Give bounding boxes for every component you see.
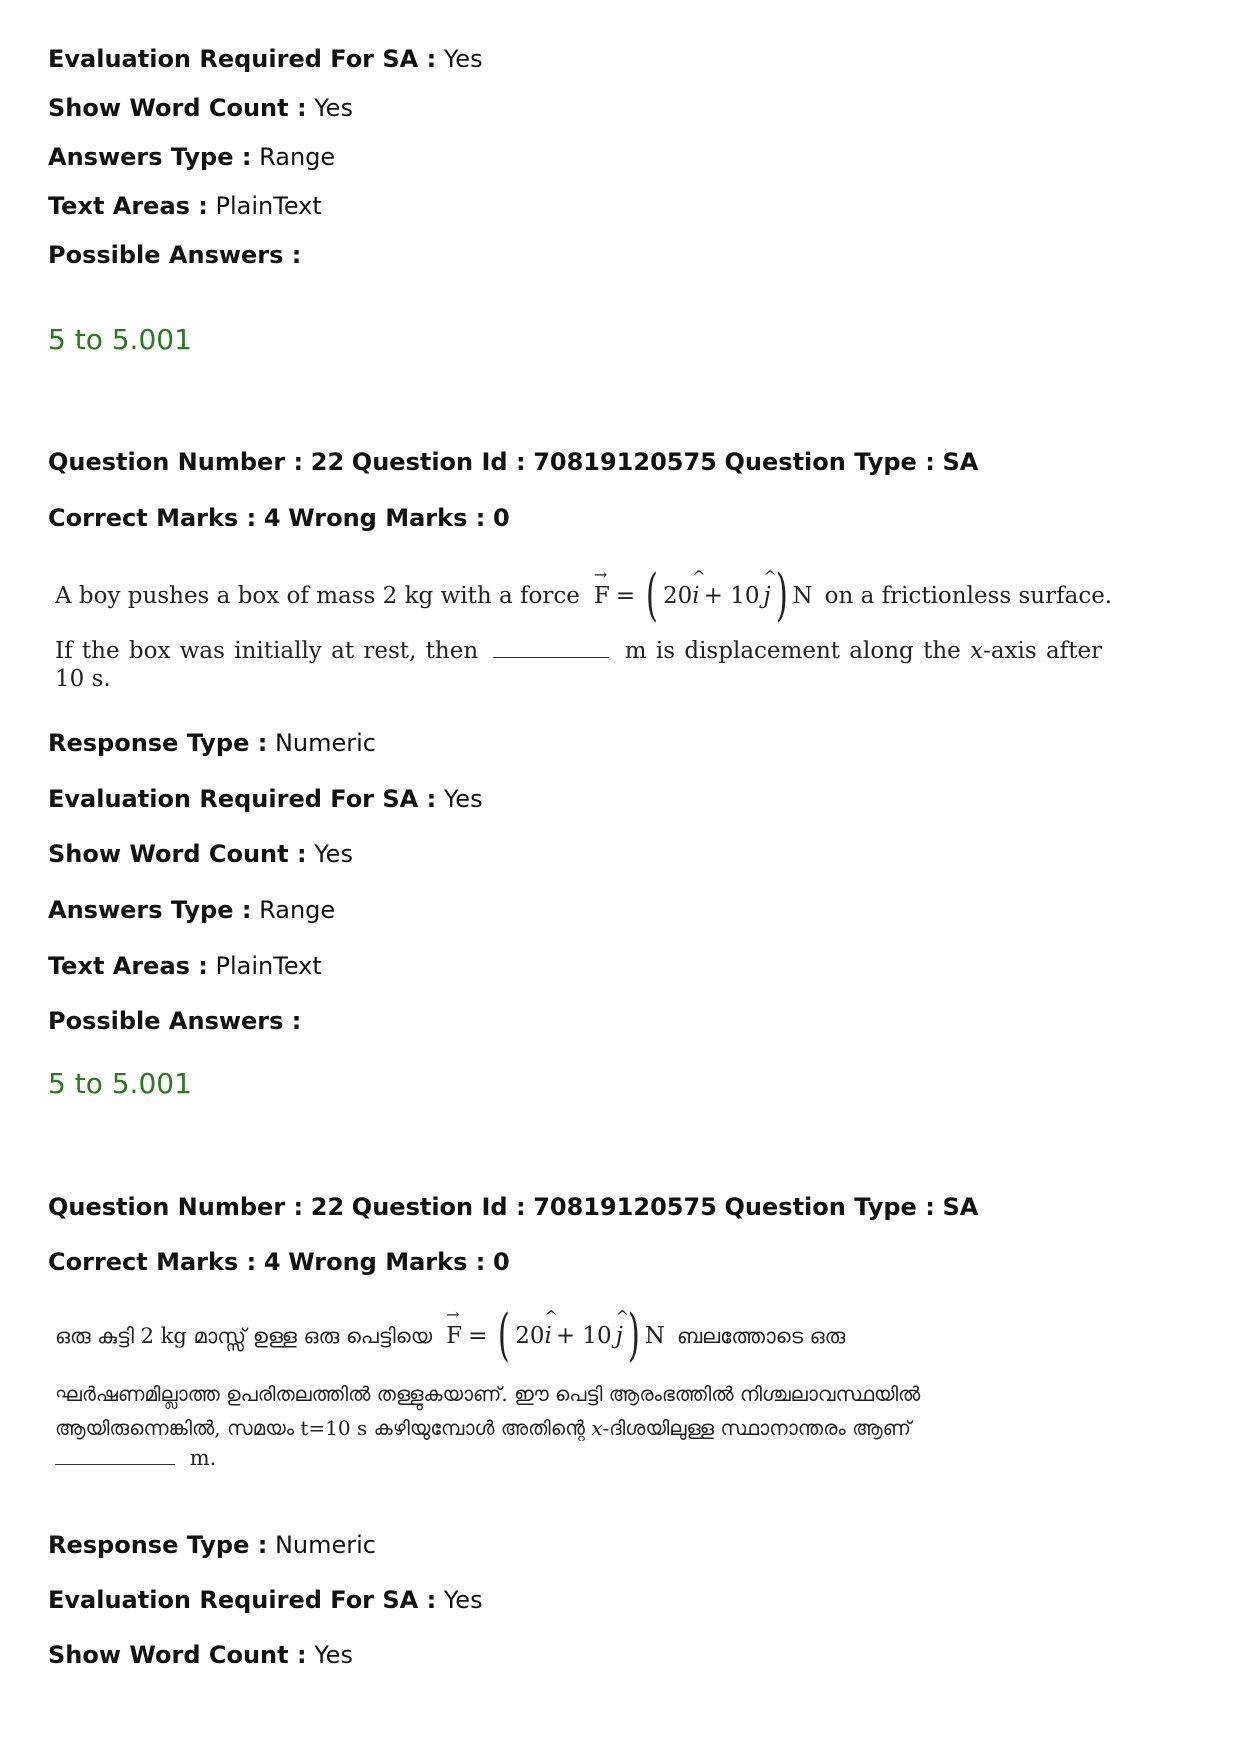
wordcount-value: Yes — [314, 94, 353, 122]
possible-label: Possible Answers : — [48, 1007, 302, 1035]
wrong-value: 0 — [492, 1248, 510, 1276]
eval-label: Evaluation Required For SA : — [48, 785, 437, 813]
ml-text4: m. — [189, 1446, 217, 1470]
wrong-label: Wrong Marks : — [288, 1248, 486, 1276]
ml-question-header — [48, 1192, 978, 1222]
answer-blank — [493, 657, 609, 658]
correct-value: 4 — [263, 504, 281, 532]
en-text1a: A boy pushes a box of mass 2 kg with a force — [55, 583, 580, 609]
ml-marks-row — [48, 1247, 510, 1277]
en-response-row — [48, 728, 376, 758]
eval-value: Yes — [443, 785, 483, 813]
force-formula: → F = ( 20 ^ i + 10 ^ j ) N — [593, 563, 813, 628]
textareas-value: PlainText — [215, 192, 322, 220]
top-textareas-row — [48, 191, 322, 221]
en-anstype-row — [48, 895, 335, 925]
response-label: Response Type : — [48, 1531, 268, 1559]
response-value: Numeric — [274, 729, 376, 757]
top-answer: 5 to 5.001 — [48, 323, 192, 356]
anstype-value: Range — [259, 896, 336, 924]
wordcount-label: Show Word Count : — [48, 94, 307, 122]
qid-label: Question Id : — [351, 448, 526, 476]
wordcount-label: Show Word Count : — [48, 840, 307, 868]
ml-wordcount-row — [48, 1640, 353, 1670]
qnum-value: 22 — [310, 448, 345, 476]
ml-text1b: ബലത്തോടെ ഒരു — [676, 1323, 846, 1348]
qnum-label: Question Number : — [48, 448, 304, 476]
vector-arrow-icon: → — [446, 1305, 460, 1324]
qtype-value: SA — [942, 1193, 979, 1221]
top-anstype-row — [48, 142, 335, 172]
qid-value: 70819120575 — [533, 1193, 717, 1221]
correct-label: Correct Marks : — [48, 1248, 257, 1276]
eval-value: Yes — [443, 45, 483, 73]
top-wordcount-row — [48, 93, 353, 123]
qtype-label: Question Type : — [724, 1193, 935, 1221]
ml-response-row — [48, 1530, 376, 1560]
qid-label: Question Id : — [351, 1193, 526, 1221]
qnum-label: Question Number : — [48, 1193, 304, 1221]
textareas-label: Text Areas : — [48, 192, 208, 220]
anstype-label: Answers Type : — [48, 143, 252, 171]
en-marks-row — [48, 503, 510, 533]
en-text2a: If the box was initially at rest, then — [55, 638, 479, 664]
wordcount-value: Yes — [314, 840, 353, 868]
en-wordcount-row — [48, 839, 353, 869]
vector-arrow-icon: → — [593, 565, 608, 584]
en-text2c: -axis after — [983, 638, 1103, 664]
ml-question-text: ഒരു കുട്ടി 2 kg മാസ്സ് ഉള്ള ഒരു പെട്ടിയെ → F = ( 20 ^ i + 10 ^ j ) N ബലത്തോടെ ഒരു ഘർഷണമില്ലാത്ത ഉപരിതലത്തിൽ തള്ളുകയാണ്. ഈ പെട്ടി ആരംഭത്തിൽ നിശ്ചലാവസ്ഥയിൽ ആയിരുന്നെങ്കിൽ, സമയം t=10 s കഴിയുമ്പോൾ അതിന്റെ x-ദിശയിലുള്ള സ്ഥാനാന്തരം ആണ് m. — [55, 1300, 945, 1470]
qtype-value: SA — [942, 448, 979, 476]
qnum-value: 22 — [310, 1193, 345, 1221]
en-answer: 5 to 5.001 — [48, 1067, 192, 1100]
en-possible-row — [48, 1006, 301, 1036]
i-hat: ^ i — [544, 1307, 558, 1349]
i-hat: ^ i — [692, 567, 706, 609]
top-eval-row — [48, 44, 483, 74]
qid-value: 70819120575 — [533, 448, 717, 476]
textareas-value: PlainText — [215, 952, 322, 980]
eval-label: Evaluation Required For SA : — [48, 1586, 437, 1614]
en-text3: 10 s. — [55, 666, 111, 692]
anstype-value: Range — [259, 143, 336, 171]
vector-f: → F — [446, 1305, 463, 1349]
ml-text3a: ആയിരുന്നെങ്കിൽ, സമയം t=10 s കഴിയുമ്പോൾ അതിന്റെ — [55, 1416, 585, 1440]
en-text2b: m is displacement along the — [624, 638, 961, 664]
ml-eval-row — [48, 1585, 483, 1615]
qtype-label: Question Type : — [724, 448, 935, 476]
textareas-label: Text Areas : — [48, 952, 208, 980]
top-possible-row — [48, 240, 301, 270]
eval-label: Evaluation Required For SA : — [48, 45, 437, 73]
anstype-label: Answers Type : — [48, 896, 252, 924]
en-question-header — [48, 447, 978, 477]
en-eval-row — [48, 784, 483, 814]
en-question-text: A boy pushes a box of mass 2 kg with a force → F = ( 20 ^ i + 10 ^ j ) N on a frictionless surface. If the box was initially at rest, then m is displacement along the x-axis after 10 s. — [55, 563, 1113, 692]
response-label: Response Type : — [48, 729, 268, 757]
force-formula: → F = ( 20 ^ i + 10 ^ j ) N — [446, 1303, 665, 1368]
j-hat: ^ j — [615, 1307, 630, 1349]
wrong-value: 0 — [492, 504, 510, 532]
ml-text1a: ഒരു കുട്ടി 2 kg മാസ്സ് ഉള്ള ഒരു പെട്ടിയെ — [55, 1323, 433, 1348]
wrong-label: Wrong Marks : — [288, 504, 486, 532]
wordcount-value: Yes — [314, 1641, 353, 1669]
ml-text2: ഘർഷണമില്ലാത്ത ഉപരിതലത്തിൽ തള്ളുകയാണ്. ഈ പെട്ടി ആരംഭത്തിൽ നിശ്ചലാവസ്ഥയിൽ — [55, 1382, 921, 1406]
wordcount-label: Show Word Count : — [48, 1641, 307, 1669]
en-textareas-row — [48, 951, 322, 981]
possible-label: Possible Answers : — [48, 241, 302, 269]
correct-label: Correct Marks : — [48, 504, 257, 532]
ml-text3b: -ദിശയിലുള്ള സ്ഥാനാന്തരം ആണ് — [602, 1416, 911, 1440]
vector-f: → F — [593, 565, 610, 609]
answer-blank — [55, 1464, 175, 1465]
eval-value: Yes — [443, 1586, 483, 1614]
response-value: Numeric — [274, 1531, 376, 1559]
correct-value: 4 — [263, 1248, 281, 1276]
j-hat: ^ j — [763, 567, 777, 609]
en-text1b: on a frictionless surface. — [824, 583, 1113, 609]
